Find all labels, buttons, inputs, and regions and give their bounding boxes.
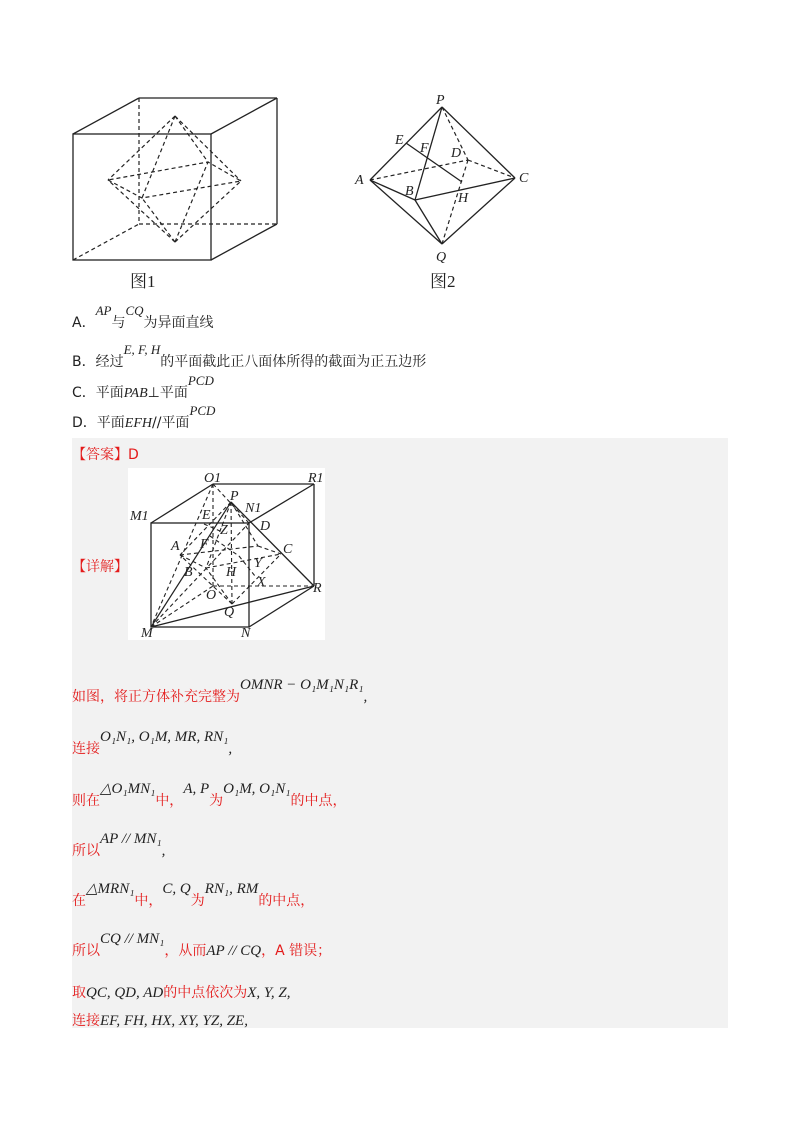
figure-3-solution-cube [128,468,325,640]
figure-2-caption: 图2 [430,272,456,291]
detail-line-8: 连接EF, FH, HX, XY, YZ, ZE, [72,1013,248,1029]
label-R1: R1 [308,471,324,486]
label-O1: O1 [204,471,222,486]
label-N1: N1 [245,501,262,516]
label-X: X [257,575,266,590]
figure-1-caption: 图1 [130,272,156,291]
detail-line-5: 在△MRN₁中，C, Q为RN₁, RM的中点， [72,881,315,909]
label-O: O [206,588,217,603]
option-d: D．平面EFH//平面PCD [72,403,216,431]
label-C: C [519,171,529,186]
option-a: A．AP与CQ为异面直线 [72,303,214,331]
label-B3: B [184,565,193,580]
detail-line-3: 则在△O₁MN₁中，A, P为O₁M, O₁N₁的中点， [72,781,347,809]
label-D3: D [260,519,271,534]
label-B: B [405,184,414,199]
detail-line-1: 如图，将正方体补充完整为OMNR − O₁M₁N₁R₁, [72,677,368,705]
label-P3: P [230,489,239,504]
detail-label: 【详解】 [72,559,128,575]
detail-line-4: 所以AP // MN₁, [72,831,166,859]
label-H3: H [226,565,237,580]
label-Q3: Q [224,605,235,620]
answer-line: 【答案】D [72,447,139,463]
detail-line-2: 连接O₁N₁, O₁M, MR, RN₁, [72,729,233,757]
label-D: D [451,146,462,161]
label-N: N [241,626,251,640]
label-E: E [395,133,404,148]
detail-line-6: 所以CQ // MN₁，从而AP // CQ，A 错误； [72,931,332,959]
detail-line-7: 取QC, QD, AD的中点依次为X, Y, Z, [72,985,291,1001]
label-F: F [420,141,429,156]
label-F3: F [200,537,209,552]
label-P: P [436,93,445,108]
figure-2-octahedron [350,90,550,270]
option-b: B．经过E, F, H的平面截此正八面体所得的截面为正五边形 [72,342,427,370]
label-Q: Q [436,250,447,265]
option-c: C．平面PAB⊥平面PCD [72,373,214,401]
figure-1-cube [60,88,290,288]
label-A3: A [171,539,180,554]
label-C3: C [283,542,293,557]
label-Y: Y [254,556,262,571]
label-E3: E [202,508,211,523]
label-A: A [355,173,364,188]
label-M1: M1 [130,509,149,524]
label-M: M [141,626,153,640]
label-Z: Z [220,523,228,538]
label-R: R [313,581,322,596]
label-H: H [458,191,469,206]
